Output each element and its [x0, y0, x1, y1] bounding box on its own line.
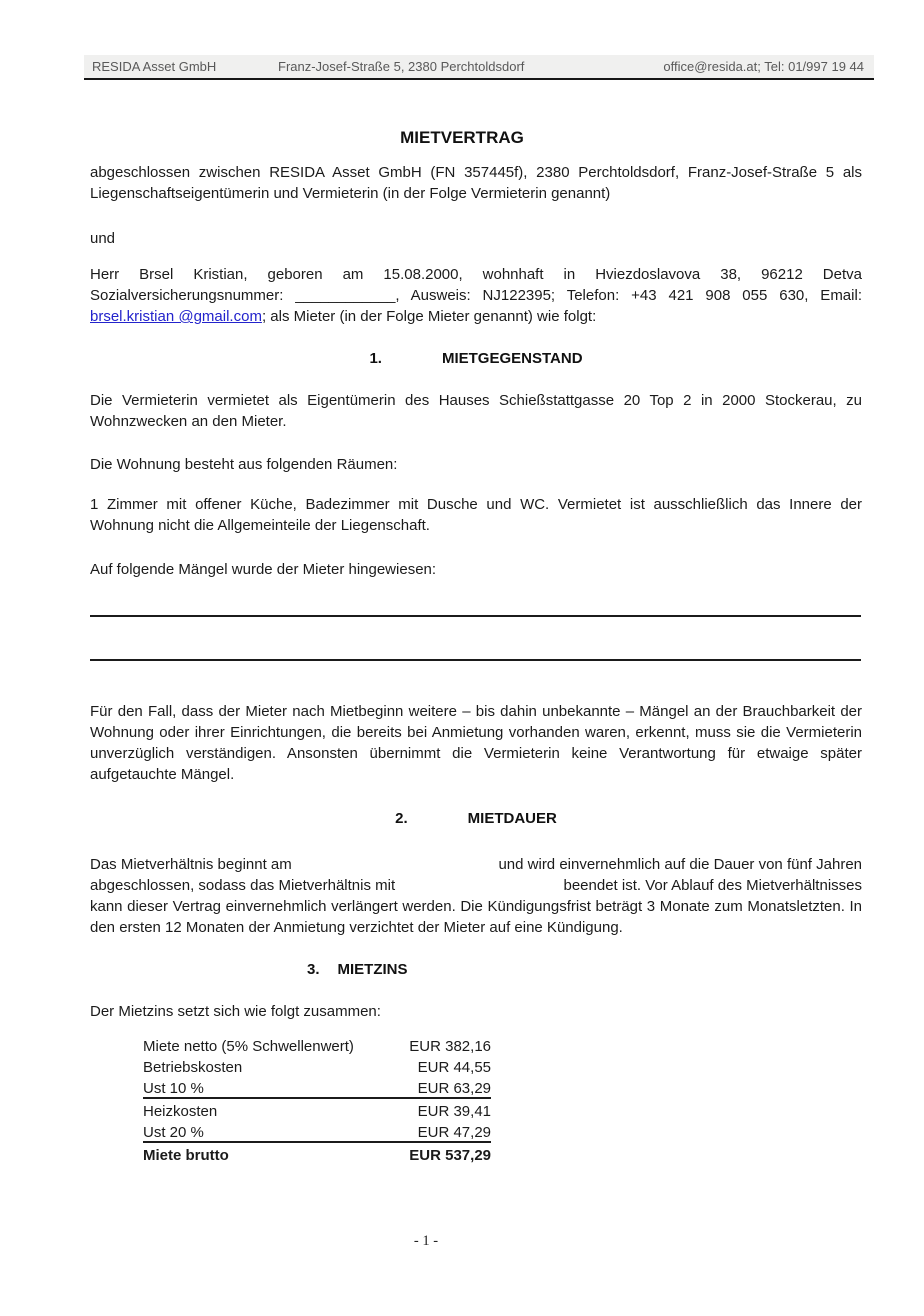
fee-label: Miete brutto [143, 1147, 229, 1164]
defects-blank-line-1 [90, 615, 861, 617]
section2-title: MIETDAUER [467, 810, 557, 827]
section3-number: 3. [307, 961, 320, 978]
section3-heading [90, 959, 862, 980]
fee-value: EUR 44,55 [417, 1059, 491, 1076]
tenant-email-link[interactable]: brsel.kristian @gmail.com [90, 308, 262, 325]
letterhead-bar [84, 55, 874, 80]
und-text: und [90, 230, 116, 247]
rent-intro-paragraph: Der Mietzins setzt sich wie folgt zusammen: [90, 1003, 381, 1020]
term-line2-start: abgeschlossen, sodass das Mietverhältnis mit [90, 877, 396, 894]
fee-value: EUR 382,16 [409, 1038, 491, 1055]
letterhead-address: Franz-Josef-Straße 5, 2380 Perchtoldsdorf [278, 59, 525, 74]
fee-label: Ust 10 % [143, 1080, 204, 1097]
term-rest-paragraph: kann dieser Vertrag einvernehmlich verlängert werden. Die Kündigungsfrist beträgt 3 Monate zum Monatsletzten. In den ersten 12 Monaten der Anmietung verzichtet der Mieter auf eine Kündigung. [90, 898, 862, 936]
defects-note-paragraph: Für den Fall, dass der Mieter nach Mietbeginn weitere – bis dahin unbekannte – Mängel an der Brauchbarkeit der Wohnung oder ihrer Einrichtungen, die bereits bei Anmietung vorhanden waren, erkennt, muss sie die Vermieterin unverzüglich verständigen. Ansonsten übernimmt die Vermieterin keine Verantwortung für etwaige später aufgetauchte Mängel. [90, 703, 862, 783]
fee-value: EUR 39,41 [417, 1103, 491, 1120]
fee-value: EUR 63,29 [417, 1080, 491, 1097]
fee-label: Miete netto (5% Schwellenwert) [143, 1038, 354, 1055]
document-title: MIETVERTRAG [400, 128, 524, 147]
page-number: - 1 - [413, 1233, 439, 1249]
section2-number: 2. [395, 810, 408, 827]
fee-label: Ust 20 % [143, 1124, 204, 1141]
section1-number: 1. [369, 350, 382, 367]
rooms-intro-paragraph: Die Wohnung besteht aus folgenden Räumen: [90, 456, 398, 473]
defects-intro-paragraph: Auf folgende Mängel wurde der Mieter hingewiesen: [90, 561, 437, 578]
fee-value: EUR 47,29 [417, 1124, 491, 1141]
tenant-details: Herr Brsel Kristian, geboren am 15.08.2000, wohnhaft in Hviezdoslavova 38, 96212 Detva Sozialversicherungsnummer: ____________, Ausweis: NJ122395; Telefon: +43 421 908 055 630, Email: [90, 266, 862, 304]
tenant-details-after: ; als Mieter (in der Folge Mieter genannt) wie folgt: [261, 308, 597, 325]
section2-heading [90, 808, 862, 829]
fee-table [143, 1036, 491, 1166]
term-line-1 [90, 854, 862, 875]
section1-title: MIETGEGENSTAND [441, 350, 583, 367]
intro-paragraph: abgeschlossen zwischen RESIDA Asset GmbH (FN 357445f), 2380 Perchtoldsdorf, Franz-Josef-Straße 5 als Liegenschaftseigentümerin und Vermieterin (in der Folge Vermieterin genannt) [90, 164, 862, 202]
fee-table-row [143, 1036, 491, 1057]
term-line2-end: beendet ist. Vor Ablauf des Mietverhältnisses [563, 877, 862, 894]
fee-label: Heizkosten [143, 1103, 218, 1120]
fee-table-row [143, 1078, 491, 1099]
term-line1-start: Das Mietverhältnis beginnt am [90, 856, 292, 873]
fee-label: Betriebskosten [143, 1059, 243, 1076]
rental-object-paragraph: Die Vermieterin vermietet als Eigentümerin des Hauses Schießstattgasse 20 Top 2 in 2000 Stockerau, zu Wohnzwecken an den Mieter. [90, 392, 862, 430]
term-line1-end: und wird einvernehmlich auf die Dauer von fünf Jahren [498, 856, 862, 873]
fee-table-row [143, 1122, 491, 1143]
letterhead-company: RESIDA Asset GmbH [92, 59, 217, 74]
section1-heading [90, 348, 862, 369]
section3-title: MIETZINS [337, 961, 408, 978]
tenant-paragraph [90, 264, 862, 327]
fee-value: EUR 537,29 [409, 1147, 491, 1164]
fee-table-row [143, 1101, 491, 1122]
defects-blank-line-2 [90, 659, 861, 661]
rooms-paragraph: 1 Zimmer mit offener Küche, Badezimmer mit Dusche und WC. Vermietet ist ausschließlich das Innere der Wohnung nicht die Allgemeinteile der Liegenschaft. [90, 496, 862, 534]
fee-table-row [143, 1145, 491, 1166]
letterhead-contact: office@resida.at; Tel: 01/997 19 44 [663, 59, 864, 74]
fee-table-row [143, 1057, 491, 1078]
term-line-2 [90, 875, 862, 896]
